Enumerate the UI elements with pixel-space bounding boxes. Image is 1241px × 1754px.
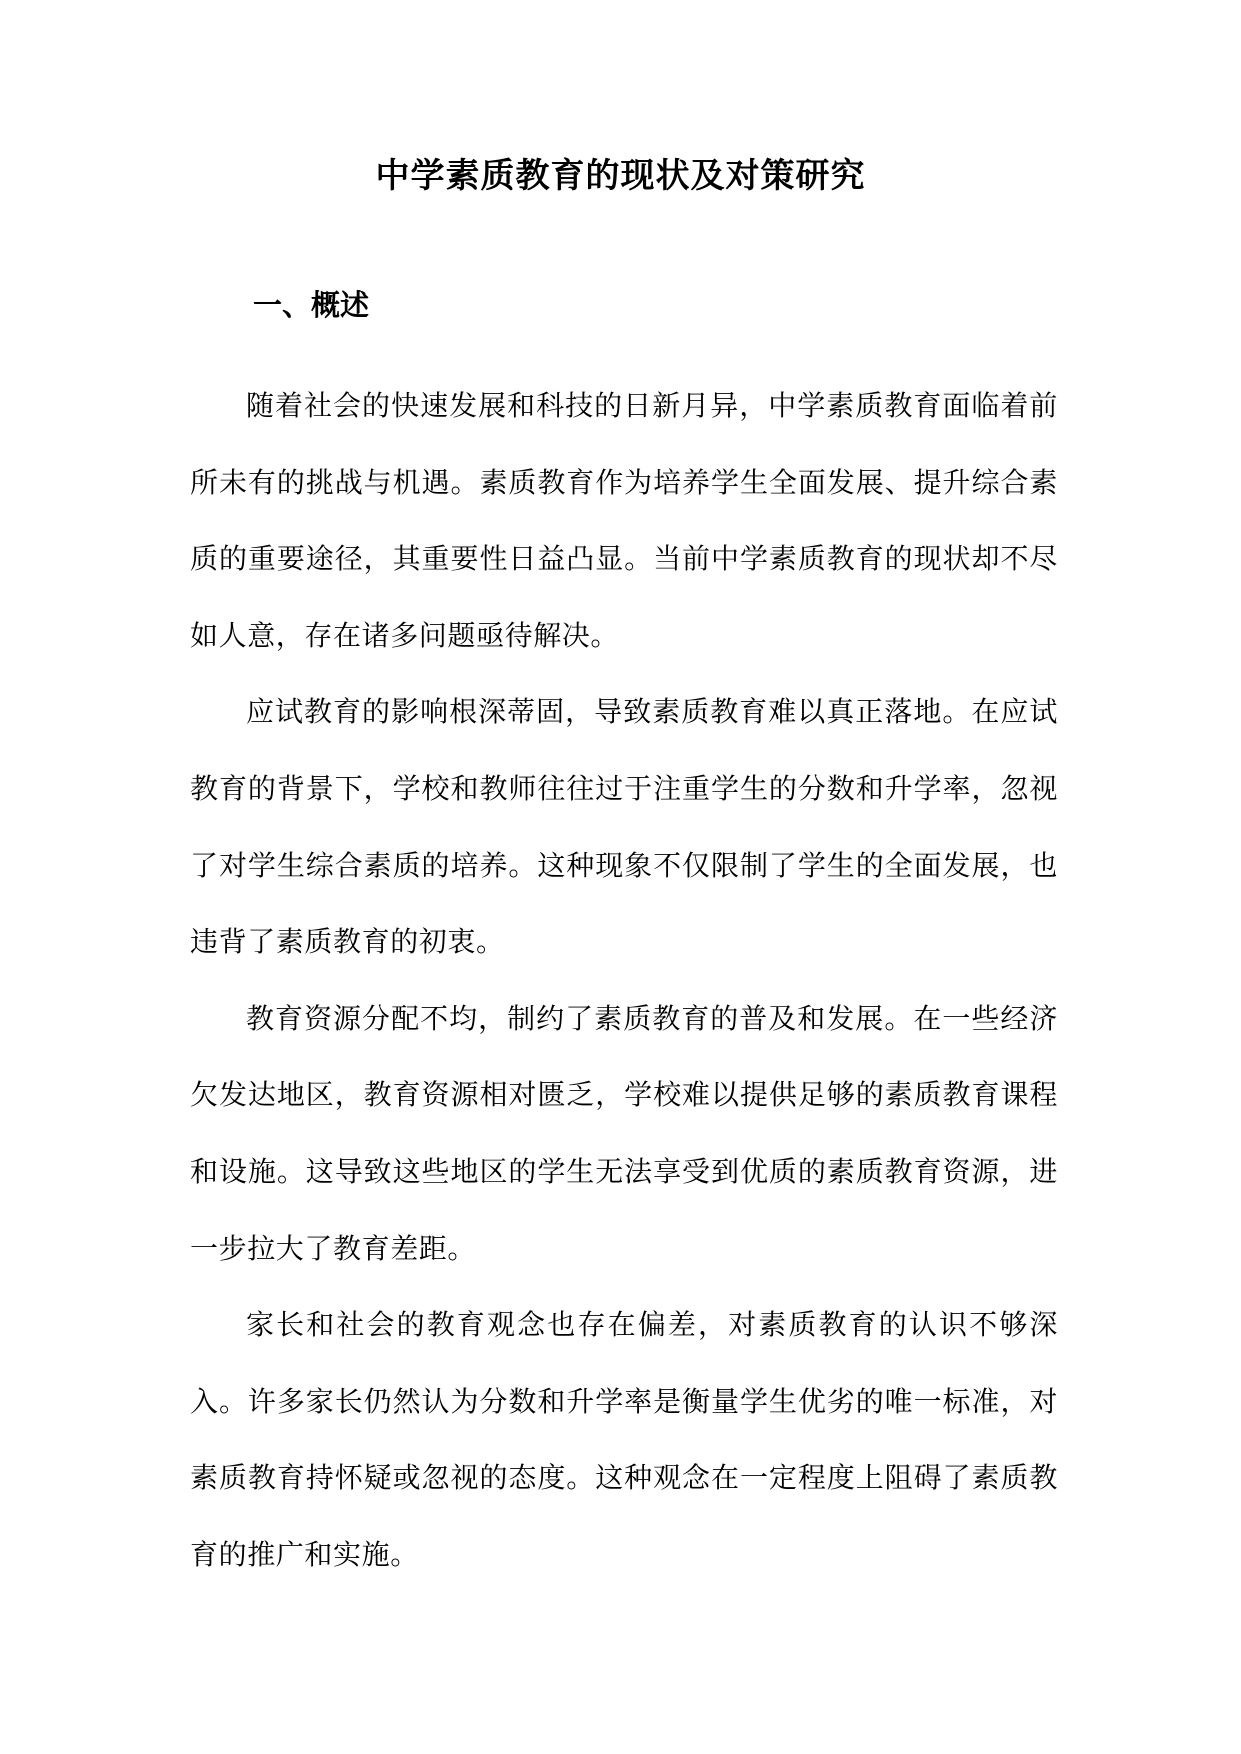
body-text bbox=[190, 368, 1058, 1594]
paragraph: 应试教育的影响根深蒂固，导致素质教育难以真正落地。在应试教育的背景下，学校和教师往往过于注重学生的分数和升学率，忽视了对学生综合素质的培养。这种现象不仅限制了学生的全面发展，也违背了素质教育的初衷。 bbox=[190, 695, 1058, 959]
paragraph: 随着社会的快速发展和科技的日新月异，中学素质教育面临着前所未有的挑战与机遇。素质教育作为培养学生全面发展、提升综合素质的重要途径，其重要性日益凸显。当前中学素质教育的现状却不尽如人意，存在诸多问题亟待解决。 bbox=[190, 389, 1058, 652]
paragraph: 家长和社会的教育观念也存在偏差，对素质教育的认识不够深入。许多家长仍然认为分数和升学率是衡量学生优劣的唯一标准，对素质教育持怀疑或忽视的态度。这种观念在一定程度上阻碍了素质教育的推广和实施。 bbox=[190, 1308, 1058, 1571]
section-heading: 一、概述 bbox=[253, 288, 370, 322]
paragraph: 教育资源分配不均，制约了素质教育的普及和发展。在一些经济欠发达地区，教育资源相对匮乏，学校难以提供足够的素质教育课程和设施。这导致这些地区的学生无法享受到优质的素质教育资源，进一步拉大了教育差距。 bbox=[190, 1001, 1058, 1265]
page-title: 中学素质教育的现状及对策研究 bbox=[375, 156, 866, 196]
